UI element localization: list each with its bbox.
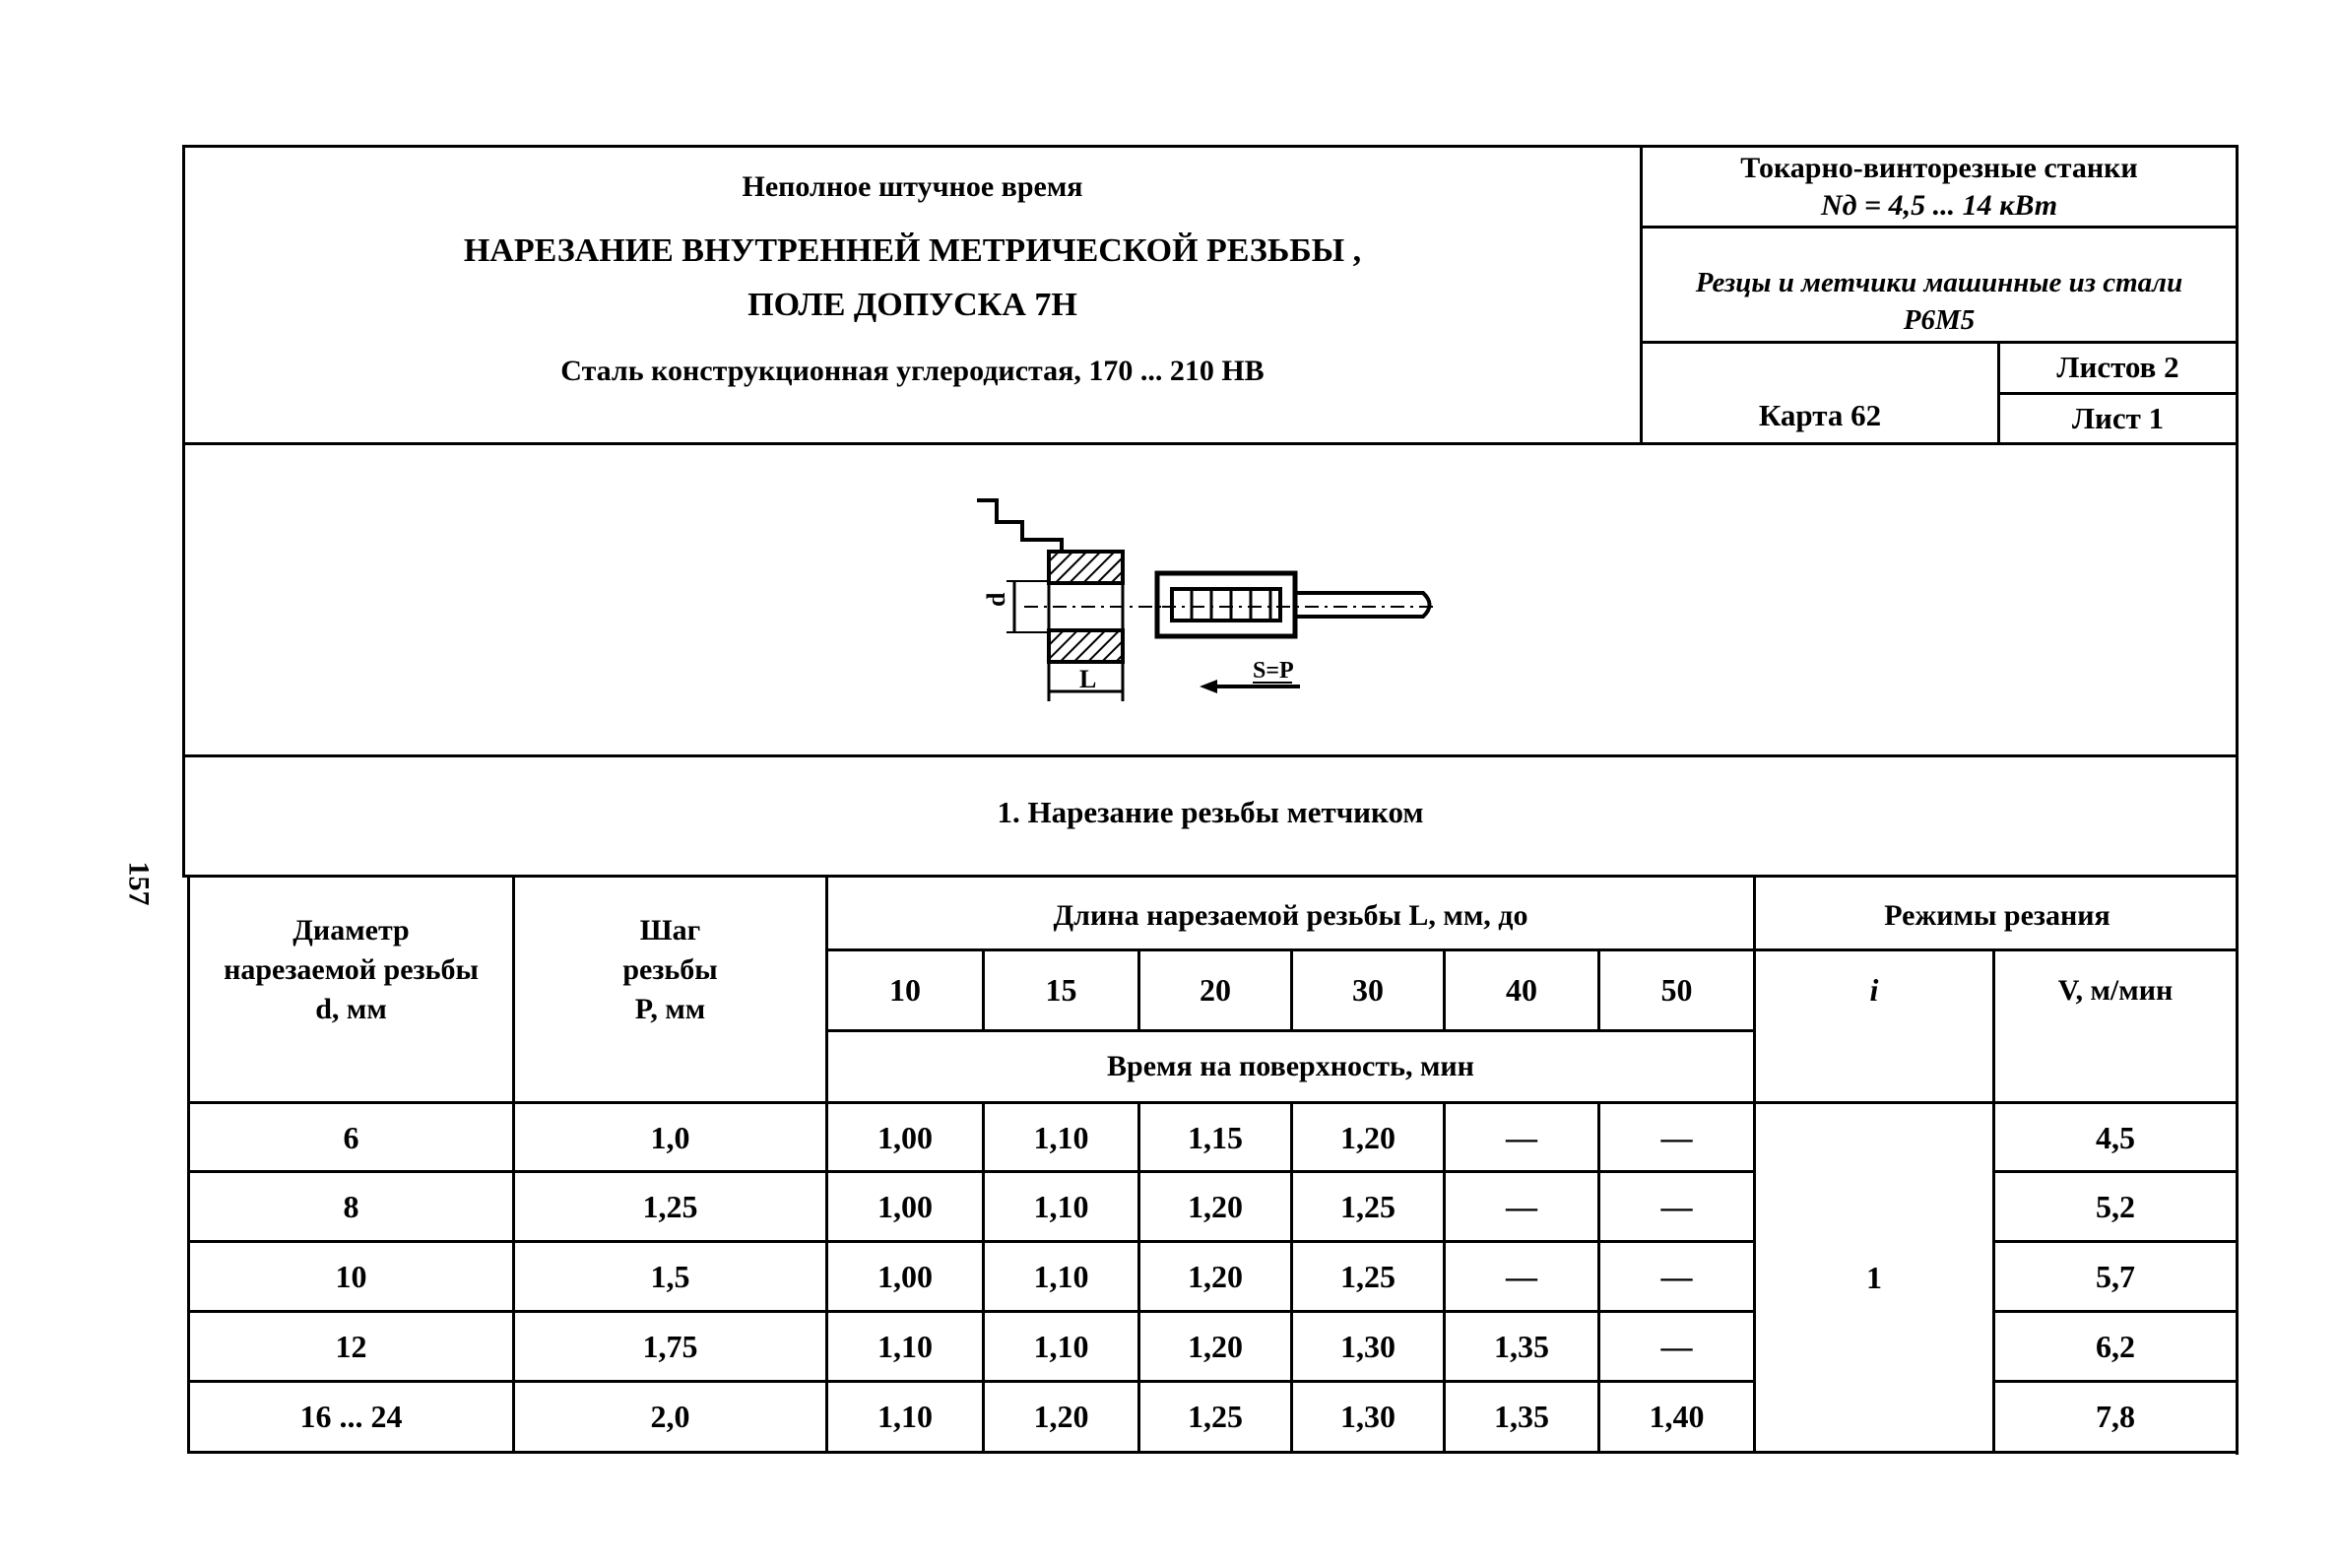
- length-10: 10: [889, 972, 921, 1008]
- time-cell: 1,15: [1188, 1119, 1243, 1155]
- header-material: Сталь конструкционная углеродистая, 170 ... 210 НВ: [560, 355, 1265, 387]
- label-L: L: [1079, 665, 1097, 693]
- time-cell: 1,30: [1340, 1328, 1396, 1364]
- diameter-cell: 8: [343, 1188, 359, 1224]
- time-cell: 1,25: [1340, 1258, 1396, 1294]
- time-cell: 1,00: [877, 1258, 933, 1294]
- time-cell: 1,20: [1033, 1398, 1089, 1434]
- col-v-label: V, м/мин: [2057, 973, 2174, 1007]
- pitch-cell: 1,25: [642, 1188, 698, 1224]
- chuck-icon: [977, 500, 1088, 552]
- time-cell: 1,20: [1340, 1119, 1396, 1155]
- time-cell: 1,25: [1188, 1398, 1243, 1434]
- length-20: 20: [1200, 972, 1231, 1008]
- length-30: 30: [1352, 972, 1384, 1008]
- speed-cell: 7,8: [2096, 1398, 2135, 1434]
- time-cell: 1,00: [877, 1119, 933, 1155]
- i-value: 1: [1866, 1259, 1882, 1295]
- diameter-cell: 6: [343, 1119, 359, 1155]
- table-border-top: [182, 145, 2239, 148]
- time-cell: 1,00: [877, 1188, 933, 1224]
- header-title-line1: НАРЕЗАНИЕ ВНУТРЕННЕЙ МЕТРИЧЕСКОЙ РЕЗЬБЫ ,: [463, 232, 1362, 269]
- time-cell: 1,10: [1033, 1119, 1089, 1155]
- tap-body: [1157, 573, 1295, 636]
- machines-line2: Nд = 4,5 ... 14 кВт: [1820, 189, 2058, 222]
- time-cell: —: [1506, 1119, 1537, 1155]
- time-cell: 1,10: [1033, 1328, 1089, 1364]
- col-pitch-label-1: Шаг: [639, 914, 701, 947]
- diameter-cell: 12: [335, 1328, 367, 1364]
- length-40: 40: [1506, 972, 1537, 1008]
- section-rule-top: [182, 754, 2239, 757]
- time-cell: —: [1660, 1258, 1693, 1294]
- speed-cell: 5,7: [2096, 1258, 2135, 1294]
- time-cell: —: [1660, 1188, 1693, 1224]
- header-title-line2: ПОЛЕ ДОПУСКА 7Н: [747, 287, 1077, 323]
- speed-cell: 4,5: [2096, 1119, 2135, 1155]
- pitch-cell: 1,75: [642, 1328, 698, 1364]
- pitch-cell: 1,0: [650, 1119, 690, 1155]
- header-bottom-rule: [182, 442, 2239, 445]
- time-cell: —: [1660, 1119, 1693, 1155]
- tools-line1: Резцы и метчики машинные из стали: [1695, 266, 2183, 298]
- time-cell: 1,35: [1494, 1328, 1549, 1364]
- time-cell: 1,40: [1649, 1398, 1705, 1434]
- time-cell: 1,20: [1188, 1328, 1243, 1364]
- length-50: 50: [1660, 972, 1693, 1008]
- machines-line1: Токарно-винторезные станки: [1740, 152, 2138, 184]
- threading-diagram: [945, 483, 1458, 709]
- diameter-cell: 16 ... 24: [299, 1398, 403, 1434]
- sheet-number: Лист 1: [2071, 401, 2165, 435]
- diameter-cell: 10: [335, 1258, 367, 1294]
- card-number: Карта 62: [1758, 398, 1882, 432]
- tap-thread: [1172, 589, 1280, 621]
- workpiece-top: [1049, 552, 1123, 583]
- time-cell: 1,35: [1494, 1398, 1549, 1434]
- sheets-total: Листов 2: [2056, 350, 2179, 384]
- time-cell: 1,20: [1188, 1188, 1243, 1224]
- time-cell: 1,30: [1340, 1398, 1396, 1434]
- workpiece-bottom: [1049, 630, 1123, 662]
- time-cell: 1,10: [877, 1398, 933, 1434]
- col-diameter-label-2: нарезаемой резьбы: [224, 953, 479, 986]
- time-cell: 1,10: [877, 1328, 933, 1364]
- page-number: 157: [122, 861, 156, 906]
- label-d: d: [982, 592, 1010, 607]
- col-pitch-label-2: резьбы: [622, 953, 718, 986]
- pitch-cell: 1,5: [650, 1258, 690, 1294]
- feed-arrow-head: [1200, 680, 1217, 693]
- time-cell: —: [1506, 1258, 1537, 1294]
- time-cell: 1,10: [1033, 1188, 1089, 1224]
- table-head-top: [182, 875, 2239, 878]
- time-cell: —: [1660, 1328, 1693, 1364]
- col-diameter-label-3: d, мм: [315, 993, 387, 1025]
- time-cell: 1,25: [1340, 1188, 1396, 1224]
- header-subtitle: Неполное штучное время: [742, 170, 1083, 203]
- time-label: Время на поверхность, мин: [1107, 1050, 1474, 1082]
- header-rule-2: [1640, 341, 2239, 344]
- section-title: 1. Нарезание резьбы метчиком: [997, 795, 1424, 829]
- header-rule-1: [1640, 226, 2239, 229]
- time-cell: 1,20: [1188, 1258, 1243, 1294]
- col-i-label: i: [1869, 972, 1879, 1008]
- speed-cell: 5,2: [2096, 1188, 2135, 1224]
- pitch-cell: 2,0: [650, 1398, 690, 1434]
- tools-line2: Р6М5: [1903, 303, 1976, 336]
- col-diameter-label-1: Диаметр: [292, 914, 410, 947]
- col-pitch-label-3: P, мм: [634, 993, 706, 1025]
- col-modes-label: Режимы резания: [1884, 899, 2110, 932]
- table-border-bottom: [187, 1451, 2239, 1454]
- col-length-label: Длина нарезаемой резьбы L, мм, до: [1053, 899, 1528, 932]
- label-feed: S=P: [1253, 658, 1294, 684]
- sheet-rule: [1997, 392, 2239, 395]
- length-15: 15: [1045, 972, 1077, 1008]
- time-cell: —: [1506, 1188, 1537, 1224]
- speed-cell: 6,2: [2096, 1328, 2135, 1364]
- tap-shank: [1295, 593, 1430, 617]
- time-cell: 1,10: [1033, 1258, 1089, 1294]
